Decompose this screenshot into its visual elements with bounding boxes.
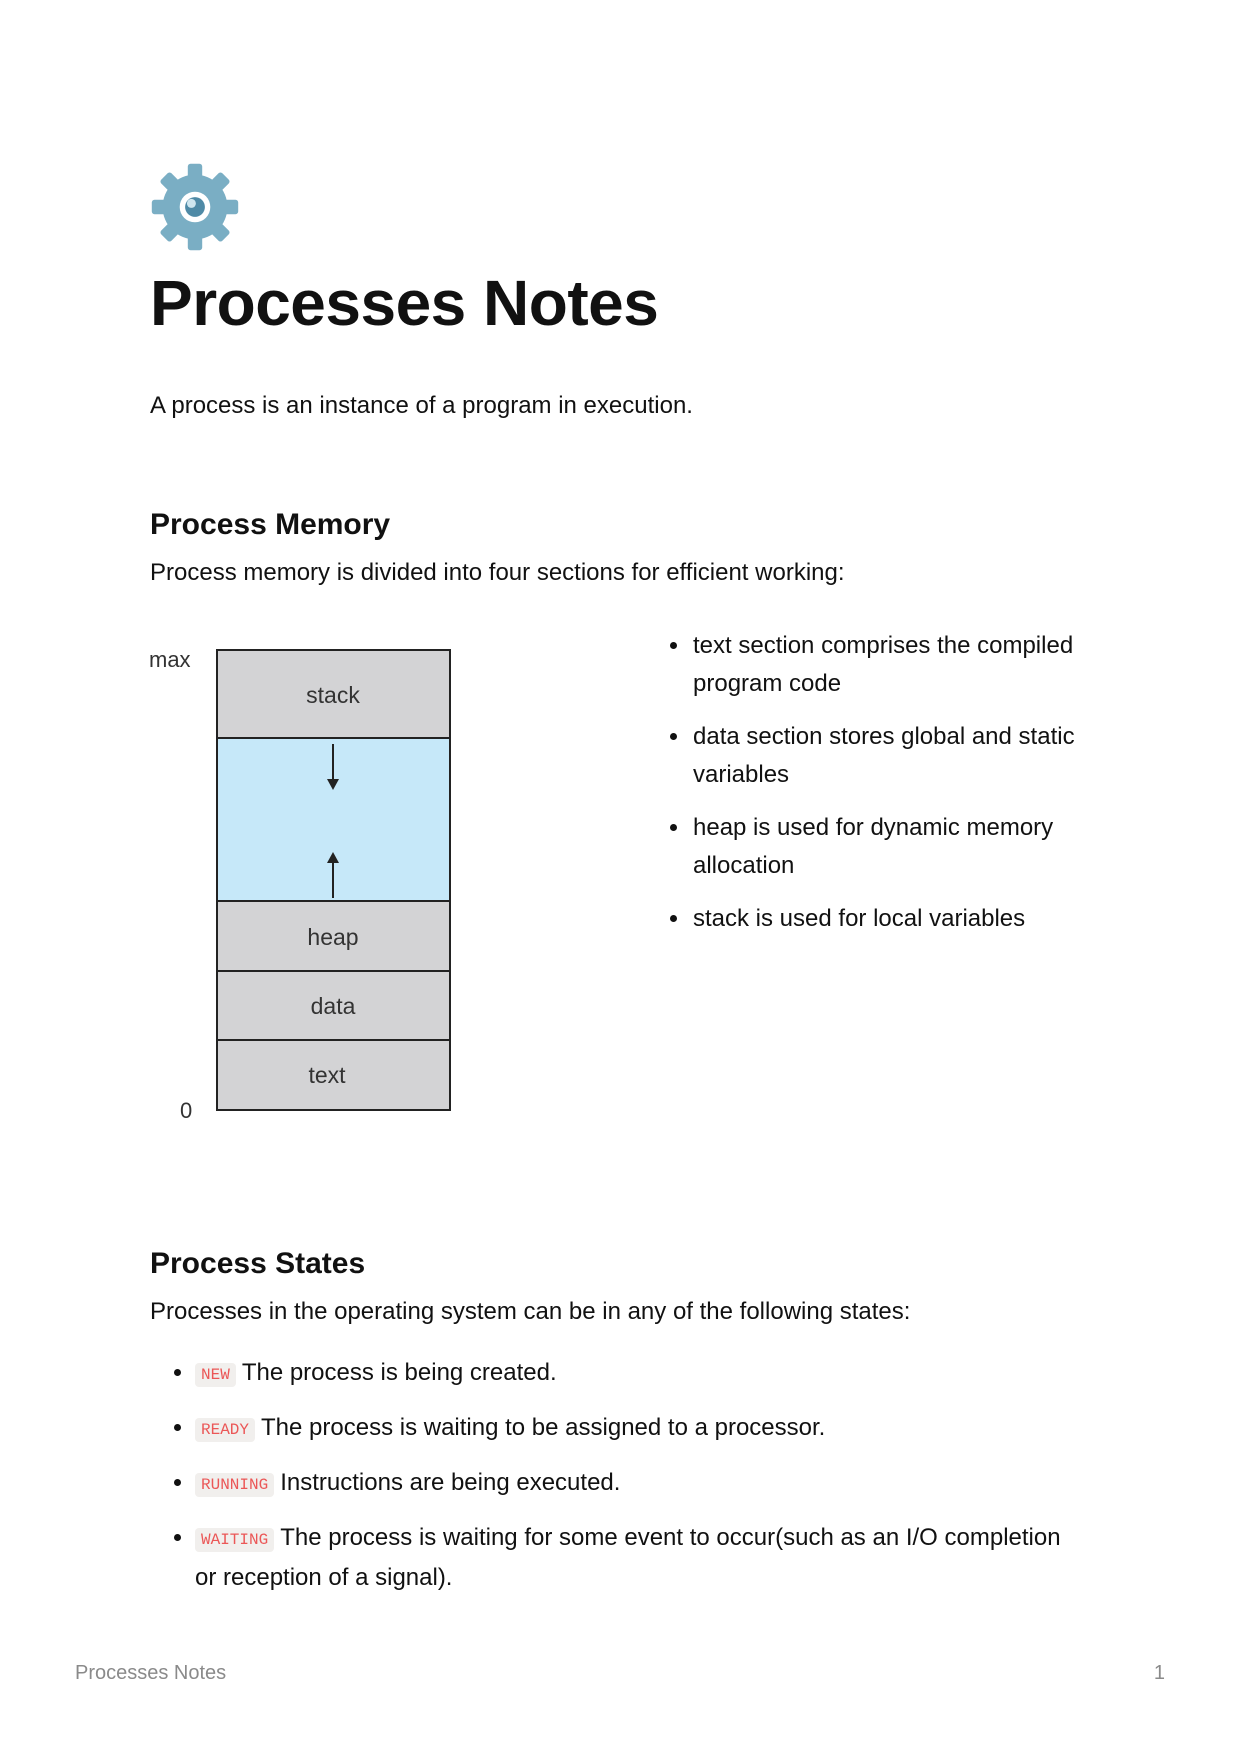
list-item: • heap is used for dynamic memory allocation xyxy=(691,809,1151,885)
data-label: data xyxy=(310,993,356,1019)
state-description: The process is waiting to be assigned to a processor. xyxy=(261,1414,826,1441)
process-states-description: Processes in the operating system can be in any of the following states: xyxy=(150,1298,911,1325)
footer-title: Processes Notes xyxy=(75,1662,227,1684)
list-item: • stack is used for local variables xyxy=(691,900,1151,938)
diagram-max-label: max xyxy=(149,647,191,672)
intro-text: A process is an instance of a program in execution. xyxy=(150,392,693,419)
list-item: • data section stores global and static variables xyxy=(691,718,1151,794)
state-code-ready: READY xyxy=(195,1418,255,1442)
state-description: The process is being created. xyxy=(241,1359,557,1386)
state-code-waiting: WAITING xyxy=(195,1528,274,1552)
list-item: • text section comprises the compiled program code xyxy=(691,627,1151,703)
memory-layout-diagram xyxy=(145,640,465,1130)
memory-sections-list xyxy=(665,627,1151,953)
list-item xyxy=(195,1409,1075,1449)
page-number: 1 xyxy=(1153,1662,1165,1684)
list-item xyxy=(195,1464,1075,1504)
heap-label: heap xyxy=(307,924,359,950)
list-item xyxy=(195,1354,1075,1394)
process-memory-heading: Process Memory xyxy=(150,508,391,541)
process-states-list xyxy=(168,1354,1075,1612)
state-description: Instructions are being executed. xyxy=(280,1469,621,1496)
gear-icon xyxy=(150,162,240,252)
process-states-heading: Process States xyxy=(150,1247,366,1280)
state-code-running: RUNNING xyxy=(195,1473,274,1497)
stack-label: stack xyxy=(306,682,360,708)
state-code-new: NEW xyxy=(195,1363,236,1387)
list-item xyxy=(195,1519,1075,1597)
diagram-zero-label: 0 xyxy=(180,1098,193,1123)
state-description: The process is waiting for some event to occur(such as an I/O completion or reception of a signal). xyxy=(195,1524,1061,1591)
page-title: Processes Notes xyxy=(150,267,659,339)
process-memory-description: Process memory is divided into four sections for efficient working: xyxy=(150,559,845,586)
text-label: text xyxy=(308,1062,346,1088)
